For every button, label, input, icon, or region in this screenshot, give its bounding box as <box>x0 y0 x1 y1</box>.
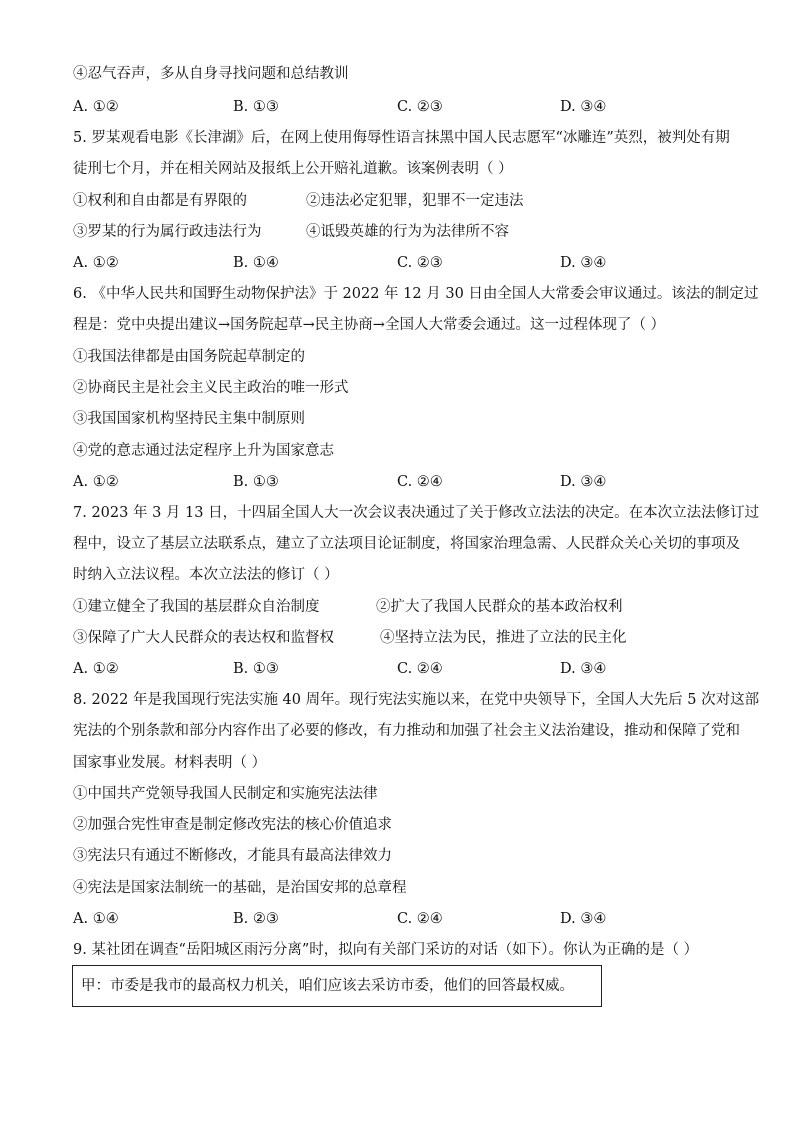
q7-choice-d[interactable]: D. ③④ <box>560 661 607 677</box>
q5-stem-line2: 徒刑七个月，并在相关网站及报纸上公开赔礼道歉。该案例表明（ ） <box>73 161 513 177</box>
q8-stem-line1: 8. 2022 年是我国现行宪法实施 40 周年。现行宪法实施以来，在党中央领导下，全国人大先后 5 次对这部 <box>73 692 760 708</box>
q5-option-4: ④诋毁英雄的行为为法律所不容 <box>306 224 509 240</box>
q8-option-3: ③宪法只有通过不断修改，才能具有最高法律效力 <box>73 848 392 864</box>
q8-choice-a[interactable]: A. ①④ <box>73 911 119 927</box>
q8-stem-line2: 宪法的个别条款和部分内容作出了必要的修改，有力推动和加强了社会主义法治建设，推动和保障了党和 <box>73 723 740 739</box>
q7-option-2: ②扩大了我国人民群众的基本政治权利 <box>376 599 623 615</box>
q7-options-row1 <box>73 597 733 617</box>
q6-choice-b[interactable]: B. ①③ <box>233 474 279 490</box>
q4-choice-d[interactable]: D. ③④ <box>560 99 607 115</box>
q6-choice-a[interactable]: A. ①② <box>73 474 119 490</box>
q8-option-2: ②加强合宪性审查是制定修改宪法的核心价值追求 <box>73 817 392 833</box>
q5-choice-b[interactable]: B. ①④ <box>233 255 279 271</box>
q5-choice-a[interactable]: A. ①② <box>73 255 119 271</box>
q6-choice-c[interactable]: C. ②④ <box>397 474 443 490</box>
q7-choices <box>73 659 733 679</box>
q6-stem-line1: 6. 《中华人民共和国野生动物保护法》于 2022 年 12 月 30 日由全国人大常委会审议通过。该法的制定过 <box>73 286 759 302</box>
q7-stem-line3: 时纳入立法议程。本次立法法的修订（ ） <box>73 567 339 583</box>
q8-choice-d[interactable]: D. ③④ <box>560 911 607 927</box>
q7-option-4: ④坚持立法为民，推进了立法的民主化 <box>380 630 627 646</box>
q8-choice-b[interactable]: B. ②③ <box>233 911 279 927</box>
q7-choice-b[interactable]: B. ①③ <box>233 661 279 677</box>
q4-choice-c[interactable]: C. ②③ <box>397 99 443 115</box>
q6-stem-line2: 程是：党中央提出建议→国务院起草→民主协商→全国人大常委会通过。这一过程体现了（ ） <box>73 317 666 333</box>
q7-option-3: ③保障了广大人民群众的表达权和监督权 <box>73 630 334 646</box>
q5-choice-d[interactable]: D. ③④ <box>560 255 607 271</box>
q5-options-row1 <box>73 191 733 211</box>
q7-stem-line1: 7. 2023 年 3 月 13 日，十四届全国人大一次会议表决通过了关于修改立法法的决定。在本次立法法修订过 <box>73 505 760 521</box>
q6-choice-d[interactable]: D. ③④ <box>560 474 607 490</box>
q8-choices <box>73 909 733 929</box>
q5-stem-line1: 5. 罗某观看电影《长津湖》后，在网上使用侮辱性语言抹黑中国人民志愿军“冰雕连”英烈，被判处有期 <box>73 130 730 146</box>
q5-option-2: ②违法必定犯罪，犯罪不一定违法 <box>306 193 524 209</box>
q6-choices <box>73 472 733 492</box>
q6-option-1: ①我国法律都是由国务院起草制定的 <box>73 349 305 365</box>
q4-choice-b[interactable]: B. ①③ <box>233 99 279 115</box>
q7-choice-c[interactable]: C. ②④ <box>397 661 443 677</box>
q7-choice-a[interactable]: A. ①② <box>73 661 119 677</box>
q8-option-1: ①中国共产党领导我国人民制定和实施宪法法律 <box>73 786 378 802</box>
q4-choice-a[interactable]: A. ①② <box>73 99 119 115</box>
q9-stem-line1: 9. 某社团在调查“岳阳城区雨污分离”时，拟向有关部门采访的对话（如下）。你认为正确的是（ ） <box>73 942 699 958</box>
q5-options-row2 <box>73 222 733 242</box>
q7-option-1: ①建立健全了我国的基层群众自治制度 <box>73 599 320 615</box>
q5-choices <box>73 253 733 273</box>
q7-stem-line2: 程中，设立了基层立法联系点，建立了立法项目论证制度，将国家治理急需、人民群众关心关切的事项及 <box>73 536 740 552</box>
q4-option-4: ④忍气吞声，多从自身寻找问题和总结教训 <box>73 66 349 82</box>
q5-choice-c[interactable]: C. ②③ <box>397 255 443 271</box>
q6-option-2: ②协商民主是社会主义民主政治的唯一形式 <box>73 380 349 396</box>
q5-option-3: ③罗某的行为属行政违法行为 <box>73 224 262 240</box>
q7-options-row2 <box>73 628 733 648</box>
q6-option-3: ③我国国家机构坚持民主集中制原则 <box>73 411 305 427</box>
q9-dialog-jia: 甲：市委是我市的最高权力机关，咱们应该去采访市委，他们的回答最权威。 <box>81 978 574 994</box>
q5-option-1: ①权利和自由都是有界限的 <box>73 193 247 209</box>
q6-option-4: ④党的意志通过法定程序上升为国家意志 <box>73 443 334 459</box>
q9-dialog-box <box>72 965 602 1007</box>
q8-choice-c[interactable]: C. ②④ <box>397 911 443 927</box>
q8-stem-line3: 国家事业发展。材料表明（ ） <box>73 755 267 771</box>
q4-choices <box>73 97 733 117</box>
q8-option-4: ④宪法是国家法制统一的基础，是治国安邦的总章程 <box>73 880 407 896</box>
